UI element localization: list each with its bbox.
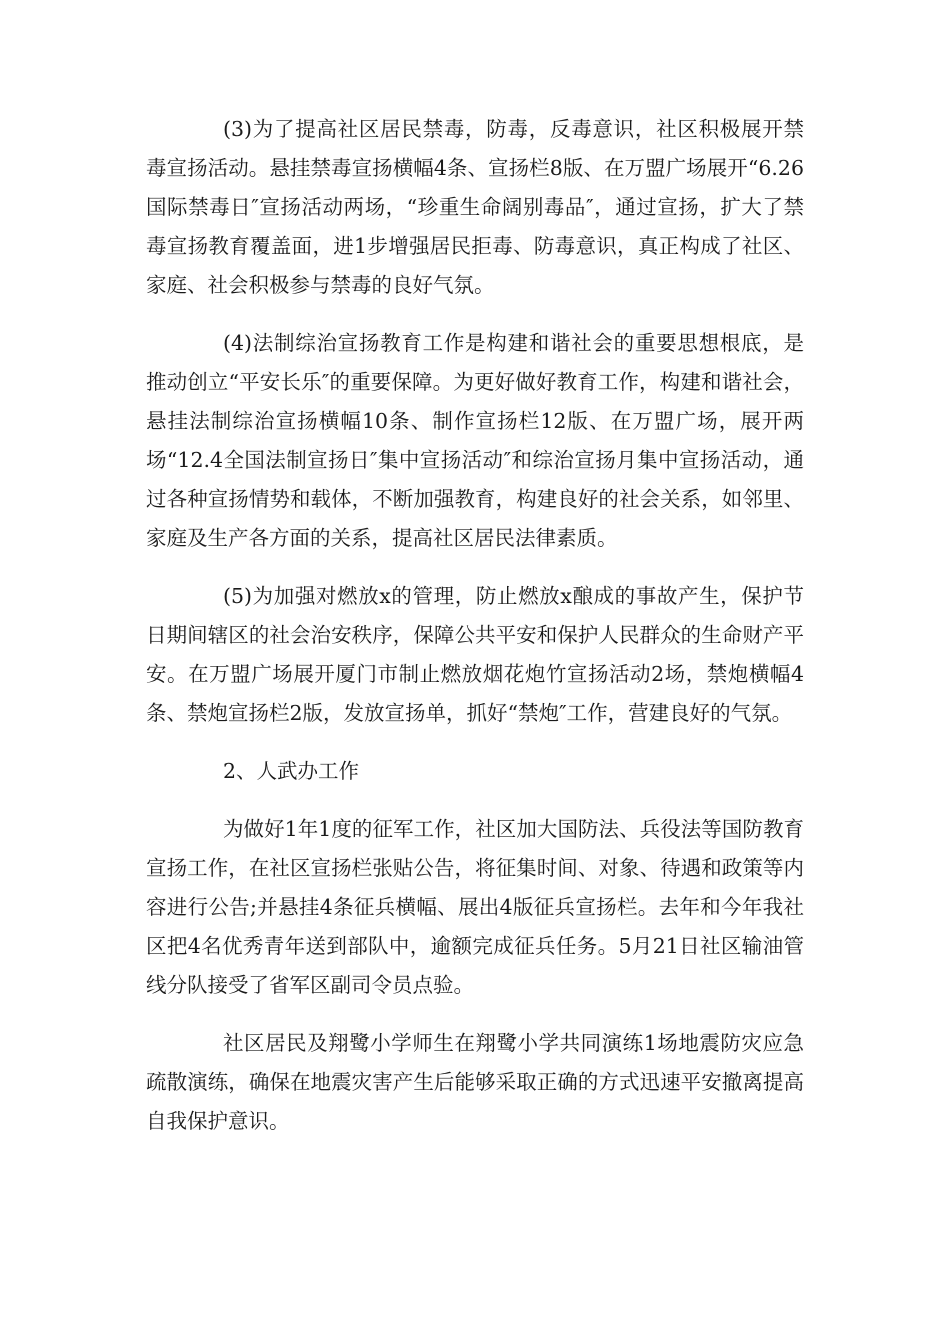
section-heading-armed-forces: 2、人武办工作 (223, 759, 360, 783)
paragraph-legal-education: (4)法制综治宣扬教育工作是构建和谐社会的重要思想根底，是推动创立“平安长乐″的重要保障。为更好做好教育工作，构建和谐社会，悬挂法制综治宣扬横幅10条、制作宣扬栏12版、在万盟广场，展开两场“12.4全国法制宣扬日″集中宣扬活动″和综治宣扬月集中宣扬活动，通过各种宣扬情势和载体，不断加强教育，构建良好的社会关系，如邻里、家庭及生产各方面的关系，提高社区居民法律素质。 (146, 331, 804, 550)
paragraph-earthquake-drill: 社区居民及翔鹭小学师生在翔鹭小学共同演练1场地震防灾应急疏散演练，确保在地震灾害产生后能够采取正确的方式迅速平安撤离提高自我保护意识。 (146, 1031, 804, 1133)
paragraph-fireworks-ban: (5)为加强对燃放x的管理，防止燃放x酿成的事故产生，保护节日期间辖区的社会治安秩序，保障公共平安和保护人民群众的生命财产平安。在万盟广场展开厦门市制止燃放烟花炮竹宣扬活动2场，禁炮横幅4条、禁炮宣扬栏2版，发放宣扬单，抓好“禁炮″工作，营建良好的气氛。 (146, 584, 804, 725)
document-page (146, 110, 804, 1160)
paragraph-conscription: 为做好1年1度的征军工作，社区加大国防法、兵役法等国防教育宣扬工作，在社区宣扬栏张贴公告，将征集时间、对象、待遇和政策等内容进行公告;并悬挂4条征兵横幅、展出4版征兵宣扬栏。去年和今年我社区把4名优秀青年送到部队中，逾额完成征兵任务。5月21日社区输油管线分队接受了省军区副司令员点验。 (146, 817, 804, 997)
paragraph-anti-drug: (3)为了提高社区居民禁毒，防毒，反毒意识，社区积极展开禁毒宣扬活动。悬挂禁毒宣扬横幅4条、宣扬栏8版、在万盟广场展开“6.26国际禁毒日″宣扬活动两场，“珍重生命阔别毒品″，通过宣扬，扩大了禁毒宣扬教育覆盖面，进1步增强居民拒毒、防毒意识，真正构成了社区、家庭、社会积极参与禁毒的良好气氛。 (146, 117, 804, 297)
